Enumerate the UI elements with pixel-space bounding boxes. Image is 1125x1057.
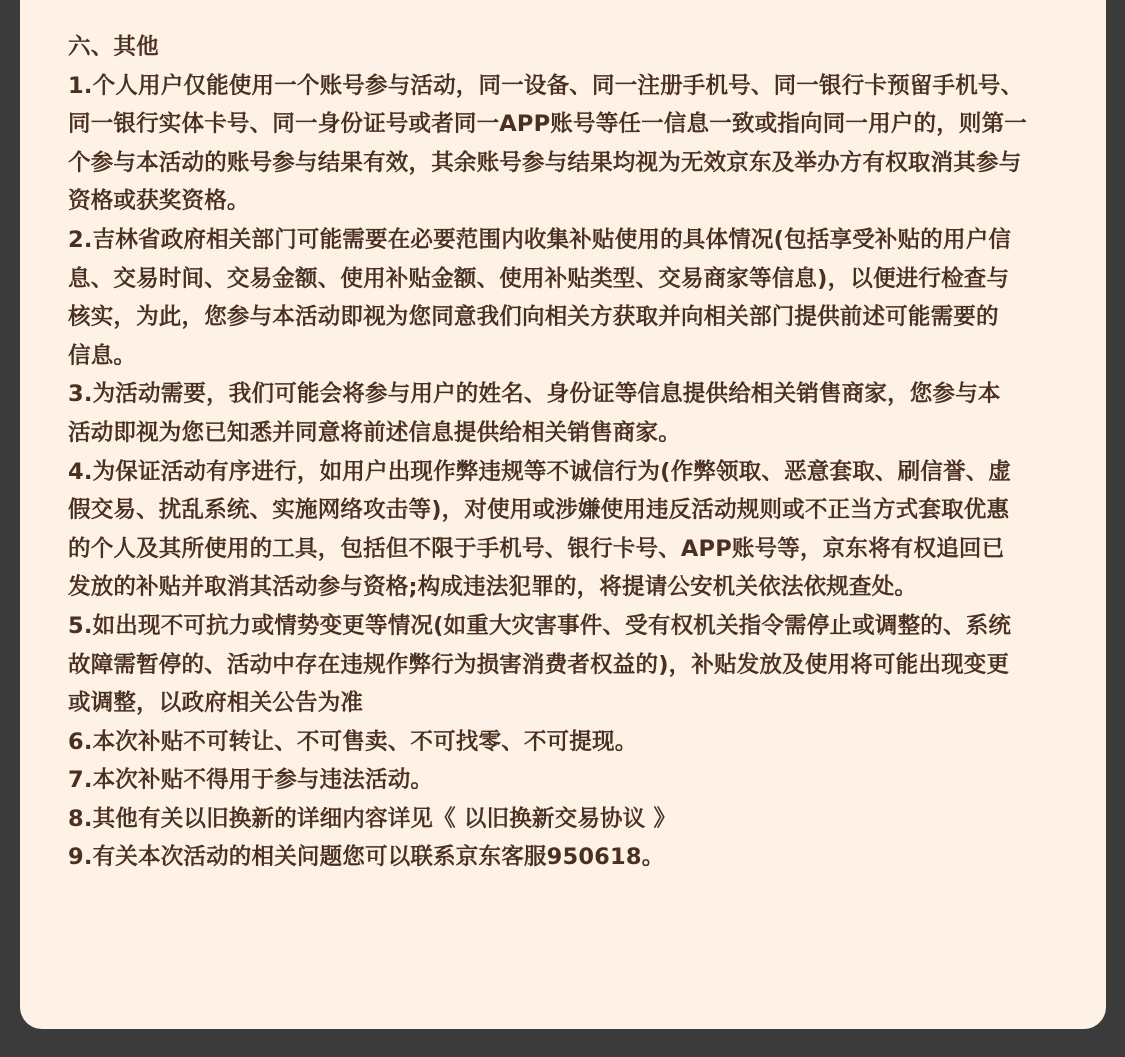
rule-line: 故障需暂停的、活动中存在违规作弊行为损害消费者权益的)，补贴发放及使用将可能出现变更 <box>68 651 1010 678</box>
section-heading: 六、其他 <box>68 34 159 60</box>
rules-content <box>68 28 1066 877</box>
rule-line: 的个人及其所使用的工具，包括但不限于手机号、银行卡号、APP账号等，京东将有权追回已 <box>68 535 1005 562</box>
contact-line: 9.有关本次活动的相关问题您可以联系京东客服950618。 <box>68 844 665 871</box>
rule-line: 5.如出现不可抗力或情势变更等情况(如重大灾害事件、受有权机关指令需停止或调整的、系统 <box>68 612 1012 639</box>
rule-line: 信息。 <box>68 342 137 369</box>
rule-line: 1.个人用户仅能使用一个账号参与活动，同一设备、同一注册手机号、同一银行卡预留手机号、 <box>68 72 1024 99</box>
rule-line: 息、交易时间、交易金额、使用补贴金额、使用补贴类型、交易商家等信息)，以便进行检查与 <box>68 265 1010 292</box>
rule-line: 假交易、扰乱系统、实施网络攻击等)，对使用或涉嫌使用违反活动规则或不正当方式套取优惠 <box>68 497 1010 524</box>
rule-line: 核实，为此，您参与本活动即视为您同意我们向相关方获取并向相关部门提供前述可能需要的 <box>68 304 999 331</box>
rules-card <box>20 0 1106 1029</box>
rule-line: 个参与本活动的账号参与结果有效，其余账号参与结果均视为无效京东及举办方有权取消其参与 <box>68 149 1022 176</box>
rule-line: 或调整，以政府相关公告为准 <box>68 690 364 717</box>
rule-line: 4.为保证活动有序进行，如用户出现作弊违规等不诚信行为(作弊领取、恶意套取、刷信誉、虚 <box>68 458 1012 485</box>
rule-line: 发放的补贴并取消其活动参与资格;构成违法犯罪的，将提请公安机关依法依规查处。 <box>68 574 918 601</box>
rule-line: 2.吉林省政府相关部门可能需要在必要范围内收集补贴使用的具体情况(包括享受补贴的用户信 <box>68 226 1012 253</box>
agreement-line: 8.其他有关以旧换新的详细内容详见《 以旧换新交易协议 》 <box>68 805 677 832</box>
rule-line: 3.为活动需要，我们可能会将参与用户的姓名、身份证等信息提供给相关销售商家，您参与本 <box>68 381 1001 408</box>
rule-line: 6.本次补贴不可转让、不可售卖、不可找零、不可提现。 <box>68 728 638 755</box>
rule-line: 7.本次补贴不得用于参与违法活动。 <box>68 767 434 794</box>
rule-line: 活动即视为您已知悉并同意将前述信息提供给相关销售商家。 <box>68 419 681 446</box>
rule-line: 资格或获奖资格。 <box>68 188 250 215</box>
rule-line: 同一银行实体卡号、同一身份证号或者同一APP账号等任一信息一致或指向同一用户的，则第一 <box>68 111 1027 138</box>
